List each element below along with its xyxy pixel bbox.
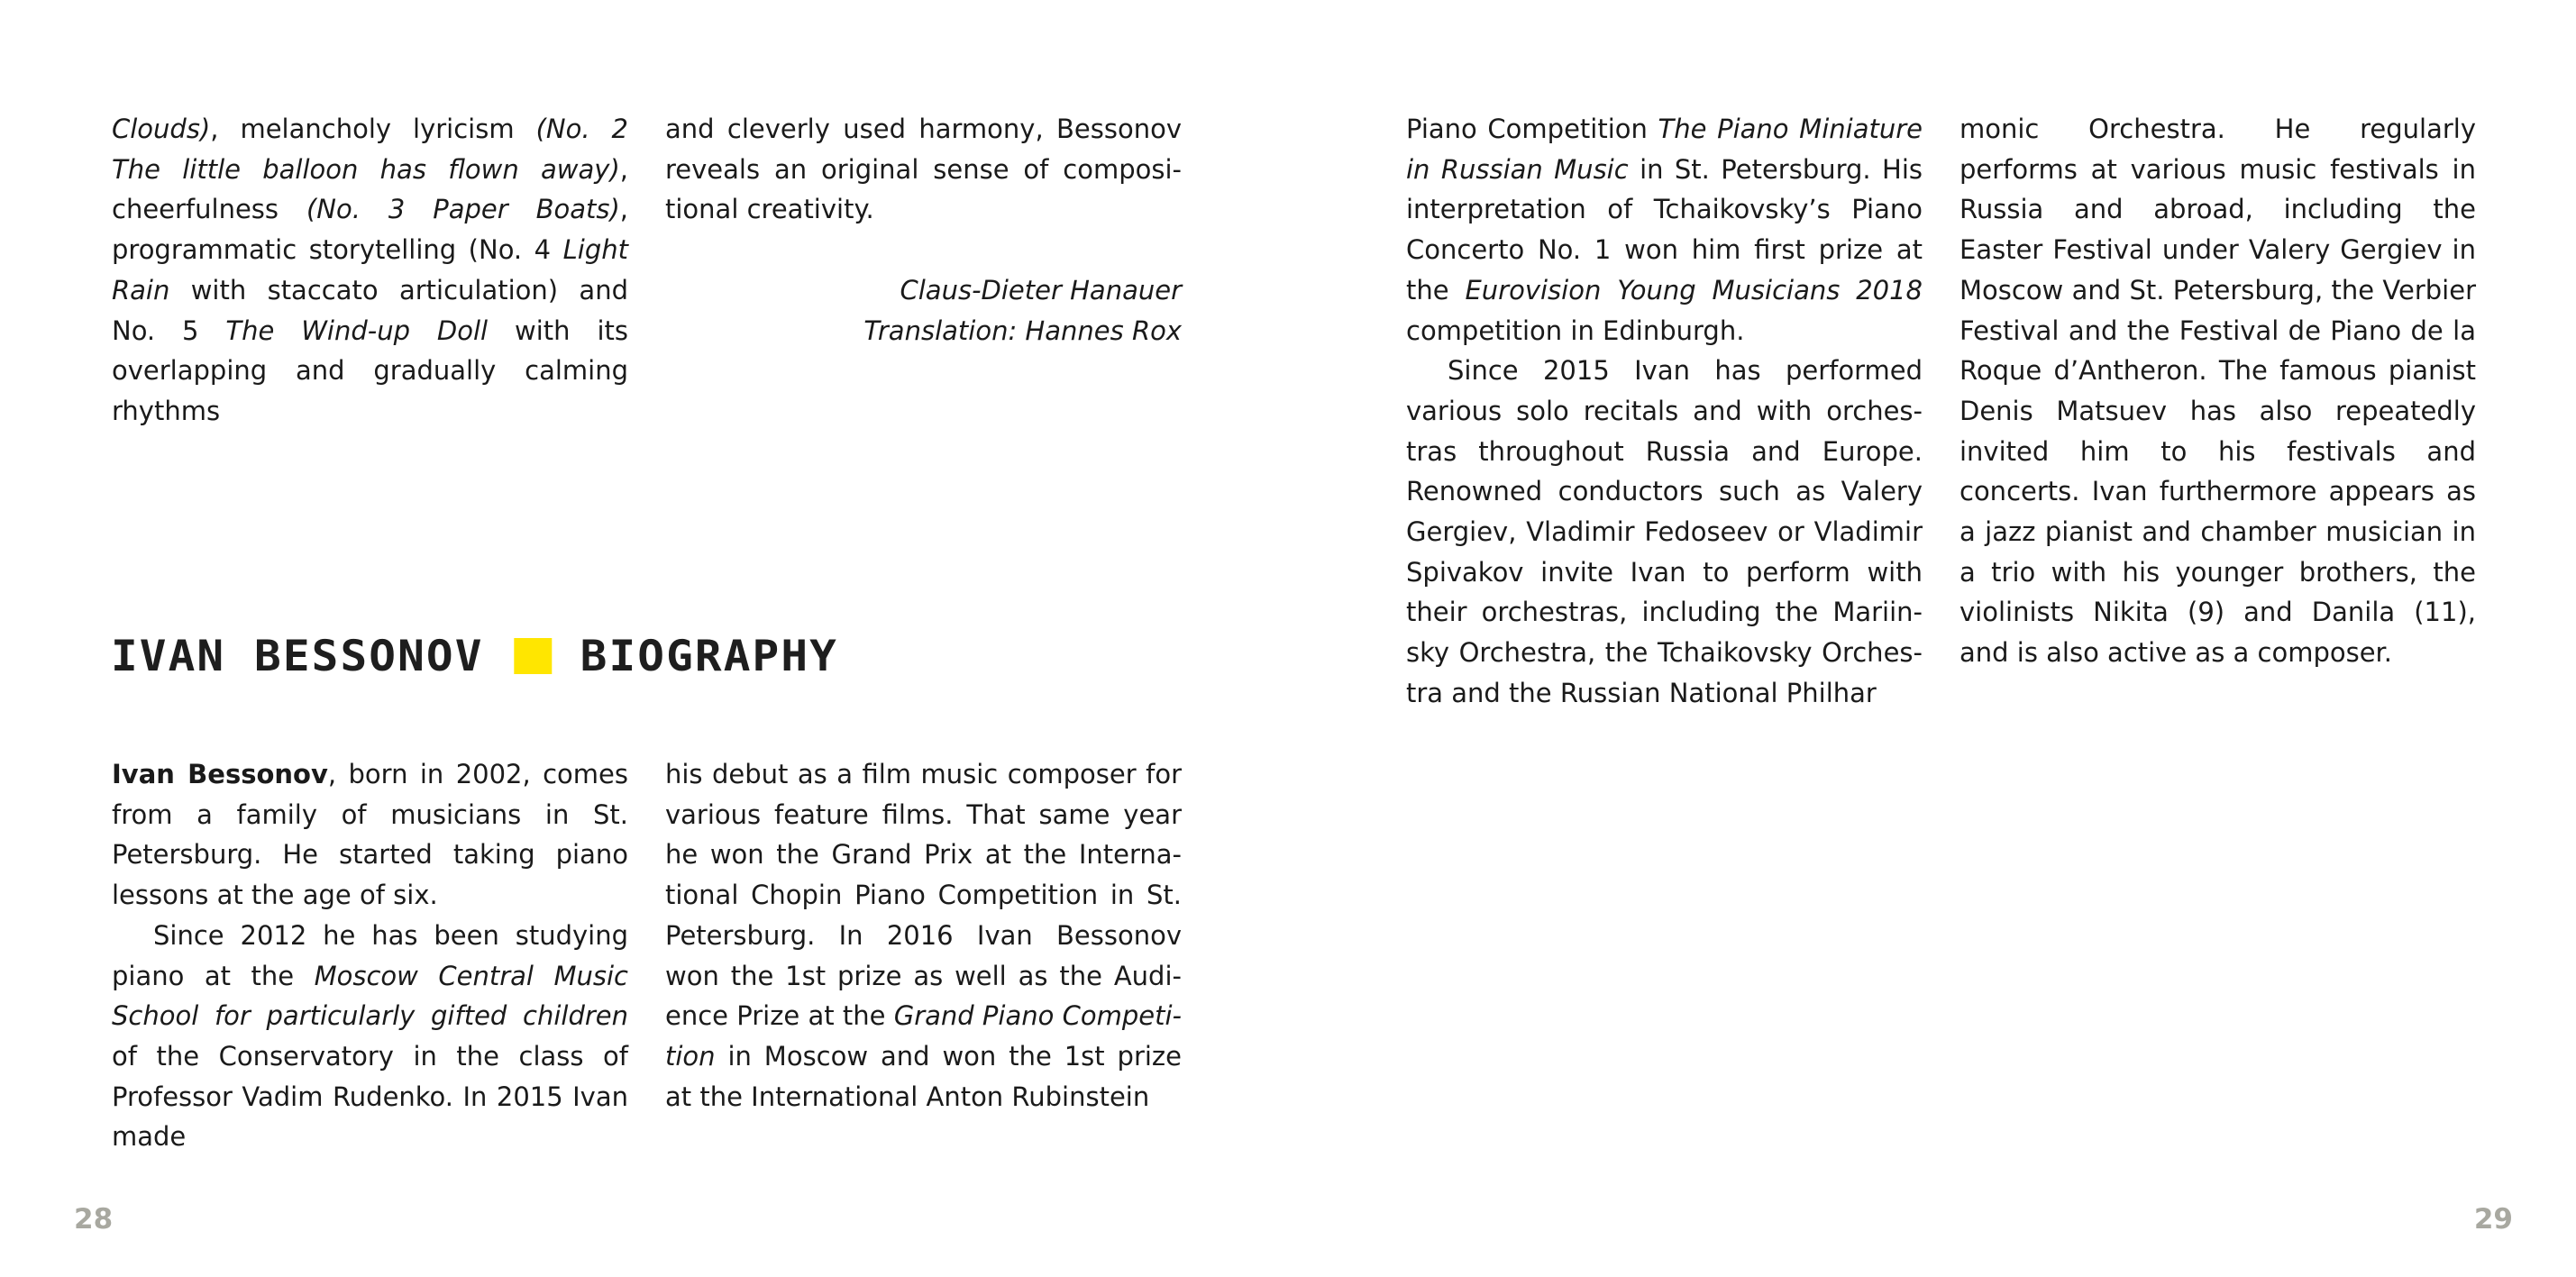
- text: with its overlapping and gradually calming rhythms: [112, 315, 628, 426]
- italic-text: Grand Piano Competition: [665, 1000, 1182, 1072]
- italic-text: The Piano Miniature in Russian Music: [1406, 114, 1923, 185]
- italic-text: Clouds): [112, 114, 211, 144]
- paragraph: [112, 109, 628, 432]
- bio-column-1: [112, 754, 628, 1157]
- heading-name: IVAN BESSONOV: [111, 631, 484, 681]
- italic-text: Light Rain: [112, 234, 628, 306]
- bold-name: Ivan Bessonov: [112, 759, 328, 789]
- text: competition in Edinburgh.: [1406, 315, 1745, 346]
- text: in Moscow and won the 1st prize at the International Anton Rubinstein: [665, 1040, 1182, 1112]
- text: in St. Petersburg. His interpretation of Tchaikovsky’s Piano Concerto No. 1 won him first prize at the: [1406, 153, 1923, 306]
- yellow-square-icon: [514, 638, 552, 674]
- paragraph: [112, 754, 628, 916]
- page-number-right: 29: [2473, 1203, 2513, 1236]
- right-column-1: [1406, 109, 1923, 714]
- italic-text: (No. 2 The little balloon has flown away): [112, 114, 628, 185]
- text: , cheerfulness: [112, 153, 628, 225]
- text: , programmatic storytelling (No. 4: [112, 194, 628, 266]
- italic-text: Moscow Central Music School for particularly gifted children: [112, 960, 628, 1032]
- text: Piano Competition: [1406, 114, 1658, 144]
- text: , born in 2002, comes from a family of musicians in St. Petersburg. He started taking piano lessons at the age of six.: [112, 759, 628, 911]
- left-top-column-2: [665, 109, 1182, 351]
- right-column-2: [1959, 109, 2476, 673]
- paragraph: Since 2015 Ivan has performed various solo recitals and with orchestras throughout Russia and Europe. Renowned conductors such as Valery Gergiev, Vladimir Fedoseev or Vladimir Spivakov invite Ivan to perform with their orchestras, including the Mariinsky Orchestra, the Tchaikovsky Orchestra and the Russian National Philhar: [1406, 355, 1923, 708]
- italic-text: Eurovision Young Musicians 2018: [1465, 274, 1923, 306]
- paragraph: [112, 916, 628, 1157]
- heading-section: BIOGRAPHY: [580, 631, 838, 681]
- section-heading: [111, 631, 838, 681]
- text: of the Conservatory in the class of Professor Vadim Rudenko. In 2015 Ivan made: [112, 1040, 628, 1153]
- paragraph: and cleverly used harmony, Bessonov reveals an original sense of compositional creativity.: [665, 114, 1182, 225]
- translator: Translation: Hannes Rox: [863, 315, 1182, 346]
- bio-column-2: [665, 754, 1182, 1117]
- text: , melancholy lyricism: [210, 114, 536, 144]
- credits: [665, 270, 1182, 351]
- paragraph: [665, 754, 1182, 1117]
- left-top-column-1: [112, 109, 628, 432]
- italic-text: The Wind-up Doll: [225, 315, 489, 346]
- text: Since 2012 he has been studying piano at the: [112, 919, 628, 991]
- author: Claus-Dieter Hanauer: [900, 274, 1182, 306]
- text: with staccato articulation) and No. 5: [112, 274, 628, 346]
- paragraph: monic Orchestra. He regularly performs at various music festivals in Russia and abroad, including the Easter Festival under Valery Gergiev in Moscow and St. Petersburg, the Verbier Festival and the Festival de Piano de la Roque d’Antheron. The famous pianist Denis Matsuev has also repeatedly invited him to his festivals and concerts. Ivan furthermore appears as a jazz pianist and chamber musician in a trio with his younger brothers, the violinists Nikita (9) and Danila (11), and is also active as a composer.: [1959, 114, 2476, 669]
- page-number-left: 28: [74, 1203, 114, 1236]
- paragraph: [1406, 109, 1923, 351]
- italic-text: (No. 3 Paper Boats): [306, 194, 620, 225]
- text: his debut as a film music composer for various feature films. That same year he won the Grand Prix at the International Chopin Piano Competition in St. Petersburg. In 2016 Ivan Bessonov won the 1st prize as well as the Audience Prize at the: [665, 759, 1182, 1032]
